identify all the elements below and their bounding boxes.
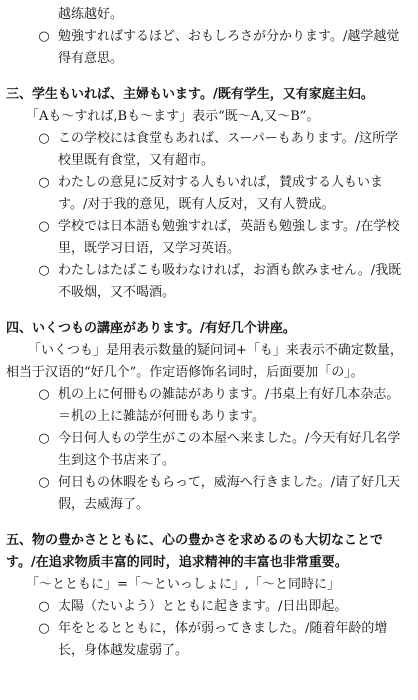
continuation-text: 越练越好。 — [58, 7, 124, 22]
list-item — [6, 128, 410, 172]
circle-bullet-icon — [36, 128, 52, 150]
item-text: 机の上に何冊もの雑誌があります。/书桌上有好几本杂志。 — [58, 387, 400, 402]
item-text: わたしはたばこも吸わなければ，お酒も飲みません。/我既不吸烟，又不喝酒。 — [58, 263, 402, 300]
item-text: わたしの意見に反対する人もいれば，賛成する人もいます。/对于我的意见，既有人反对，又有人赞成。 — [58, 175, 384, 212]
circle-bullet-icon — [36, 26, 52, 48]
item-text: 年をとるとともに，体が弱ってきました。/随着年龄的增长，身体越发虚弱了。 — [58, 621, 388, 658]
section-paragraph: 「いくつも」是用表示数量的疑问词+「も」来表示不确定数量，相当于汉语的“好几个”。作定语修饰名词时，后面要加「の」。 — [6, 343, 403, 380]
section-intro: 「Aも～すれば,Bも～ます」表示“既～A,又～B”。 — [26, 109, 320, 124]
list-item — [6, 384, 410, 406]
item-text: 太陽（たいよう）とともに起きます。/日出即起。 — [58, 599, 348, 614]
list-item — [6, 216, 410, 260]
list-item — [6, 260, 410, 304]
list-item — [6, 172, 410, 216]
section-heading: 三、学生もいれば、主婦もいます。/既有学生，又有家庭主妇。 — [6, 87, 374, 102]
section-4 — [6, 318, 410, 516]
list-item — [6, 596, 410, 618]
list-item — [6, 26, 410, 70]
section-3 — [6, 84, 410, 304]
circle-bullet-icon — [36, 472, 52, 494]
list-item — [6, 472, 410, 516]
item-text: 今日何人もの学生がこの本屋へ来ました。/今天有好几名学生到这个书店来了。 — [58, 431, 401, 468]
item-text: この学校には食堂もあれば、スーパーもあります。/这所学校里既有食堂，又有超市。 — [58, 131, 399, 168]
item-text: 学校では日本語も勉強すれば，英語も勉強します。/在学校里，既学习日语，又学习英语。 — [58, 219, 400, 256]
item-text: 勉強すればするほど、おもしろさが分かります。/越学越觉得有意思。 — [58, 29, 400, 66]
circle-bullet-icon — [36, 260, 52, 282]
item-text: 何日もの休暇をもらって，威海へ行きました。/请了好几天假，去威海了。 — [58, 475, 401, 512]
circle-bullet-icon — [36, 596, 52, 618]
section-intro: 「～とともに」=「～といっしょに」,「～と同時に」 — [26, 577, 341, 592]
circle-bullet-icon — [36, 172, 52, 194]
section-heading: 四、いくつもの講座があります。/有好几个讲座。 — [6, 321, 296, 336]
section-5 — [6, 530, 410, 662]
circle-bullet-icon — [36, 216, 52, 238]
list-item — [6, 428, 410, 472]
list-item — [6, 618, 410, 662]
continuation-line — [6, 4, 410, 26]
section-heading: 五、物の豊かさとともに、心の豊かさを求めるのも大切なことです。/在追求物质丰富的同时，追求精神的丰富也非常重要。 — [6, 533, 384, 570]
circle-bullet-icon — [36, 428, 52, 450]
circle-bullet-icon — [36, 618, 52, 640]
circle-bullet-icon — [36, 384, 52, 406]
equivalent-line: ＝机の上に雑誌が何冊もあります。 — [58, 409, 265, 424]
